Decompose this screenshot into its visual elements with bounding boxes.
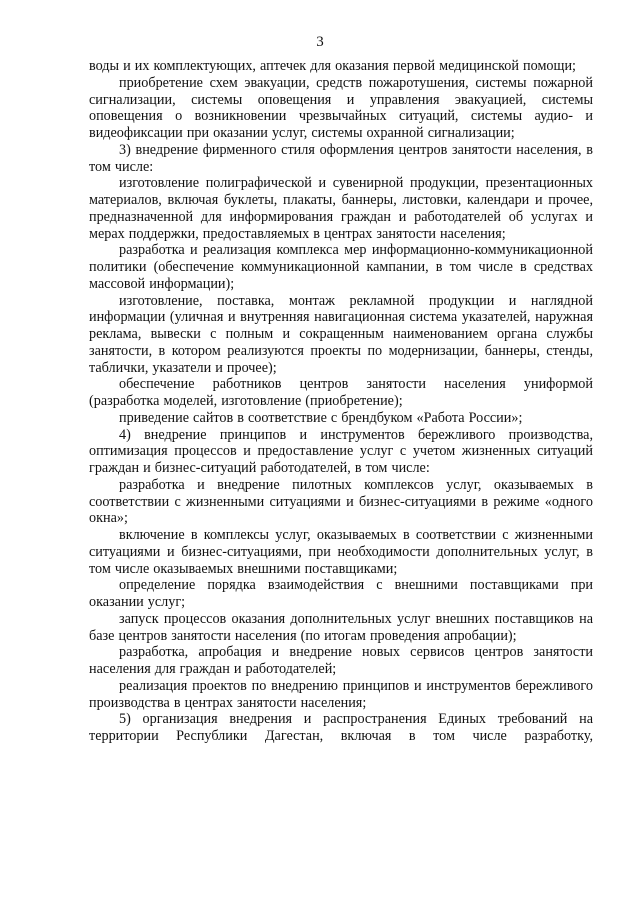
paragraph-8: приведение сайтов в соответствие с брендбуком «Работа России»;	[119, 409, 523, 426]
body-text	[89, 58, 593, 745]
paragraph-5: разработка и реализация комплекса мер информационно-коммуникационной политики (обеспечение коммуникационной кампании, в том числе в средствах массовой информации);	[89, 242, 593, 292]
paragraph-10: разработка и внедрение пилотных комплексов услуг, оказываемых в соответствии с жизненными ситуациями и бизнес-ситуациями в режиме «одного окна»;	[89, 476, 593, 527]
paragraph-9: 4) внедрение принципов и инструментов бережливого производства, оптимизация процессов и предоставление услуг с учетом жизненных ситуаций граждан и бизнес-ситуаций работодателей, в том числе:	[89, 426, 593, 476]
page-number: 3	[316, 34, 324, 50]
paragraph-11: включение в комплексы услуг, оказываемых в соответствии с жизненными ситуациями и бизнес-ситуациями, при необходимости дополнительных услуг, в том числе оказываемых внешними поставщиками;	[89, 527, 593, 577]
paragraph-15: реализация проектов по внедрению принципов и инструментов бережливого производства в центрах занятости населения;	[89, 677, 593, 711]
paragraph-7: обеспечение работников центров занятости населения униформой (разработка моделей, изготовление (приобретение);	[89, 376, 593, 409]
paragraph-3: 3) внедрение фирменного стиля оформления центров занятости населения, в том числе:	[89, 141, 593, 175]
paragraph-13: запуск процессов оказания дополнительных услуг внешних поставщиков на базе центров занятости населения (по итогам проведения апробации);	[89, 610, 593, 644]
paragraph-2: приобретение схем эвакуации, средств пожаротушения, системы пожарной сигнализации, системы оповещения и управления эвакуацией, системы оповещения о возникновении чрезвычайных ситуаций, системы аудио- и видеофиксации при оказании услуг, системы охранной сигнализации;	[89, 74, 593, 141]
paragraph-4: изготовление полиграфической и сувенирной продукции, презентационных материалов, включая буклеты, плакаты, баннеры, листовки, календари и прочее, предназначенной для информирования граждан и работодателей об услугах и мерах поддержки, предоставляемых в центрах занятости населения;	[89, 175, 593, 242]
paragraph-14: разработка, апробация и внедрение новых сервисов центров занятости населения для граждан и работодателей;	[89, 644, 593, 677]
paragraph-1: воды и их комплектующих, аптечек для оказания первой медицинской помощи;	[89, 58, 576, 74]
paragraph-6: изготовление, поставка, монтаж рекламной продукции и наглядной информации (уличная и внутренняя навигационная система указателей, наружная реклама, вывески с полным и сокращенным наименованием органа службы занятости, в котором реализуются проекты по модернизации, баннеры, стенды, таблички, указатели и прочее);	[89, 292, 593, 376]
paragraph-16: 5) организация внедрения и распространения Единых требований на территории Республики Дагестан, включая в том числе разработку,	[89, 711, 593, 744]
paragraph-12: определение порядка взаимодействия с внешними поставщиками при оказании услуг;	[89, 577, 593, 610]
